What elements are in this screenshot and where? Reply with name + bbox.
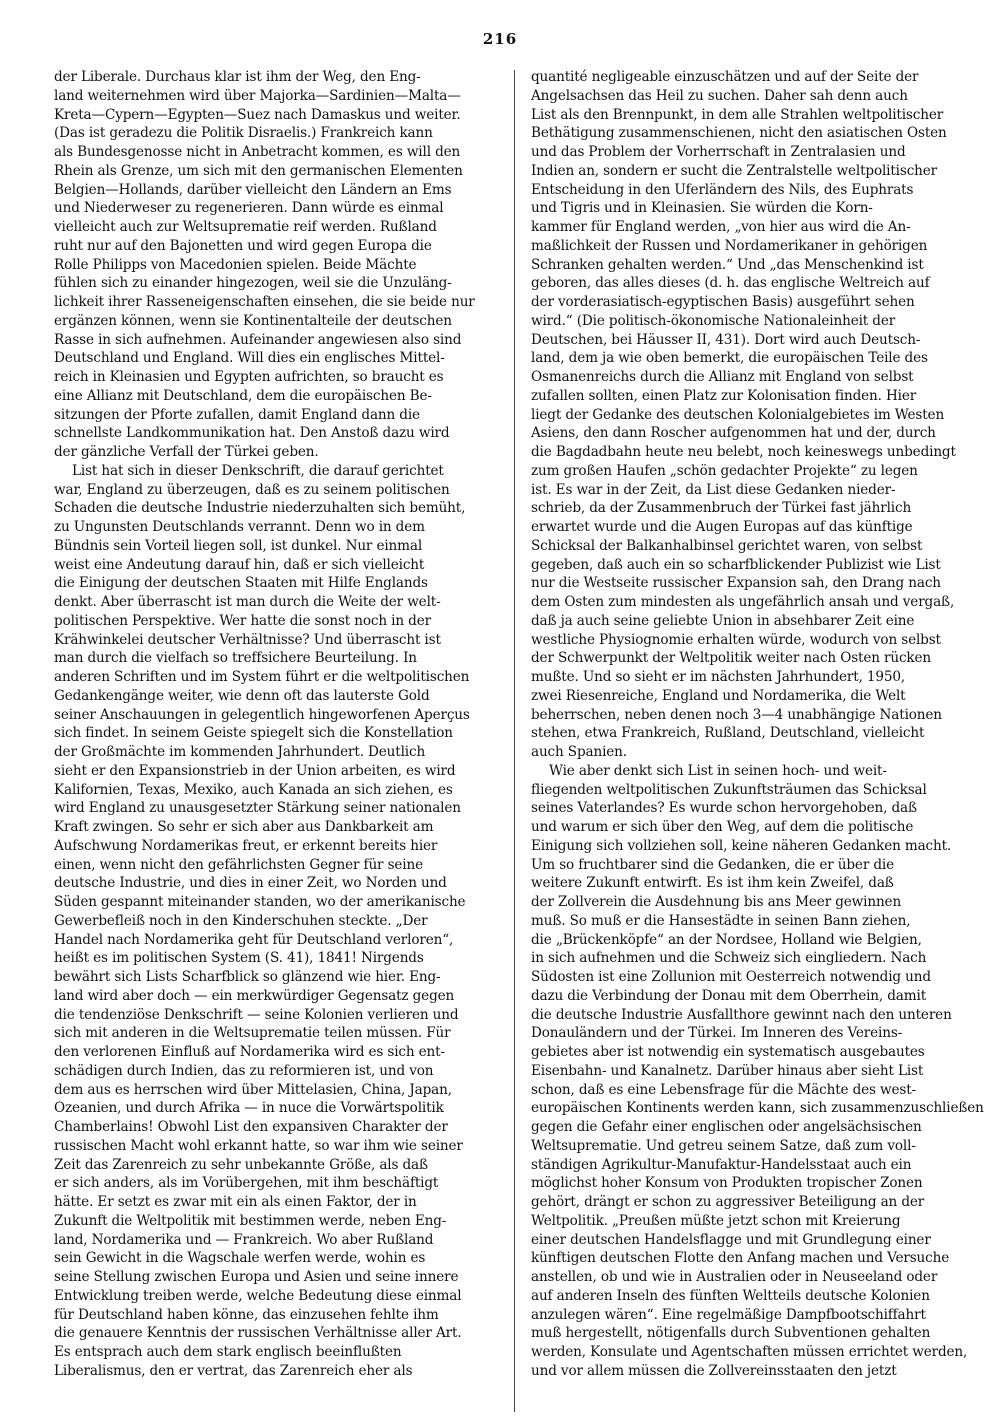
- text-line: Kraft zwingen. So sehr er sich aber aus Dankbarkeit am: [54, 819, 434, 835]
- text-line: Angelsachsen das Heil zu suchen. Daher sah denn auch: [531, 87, 908, 104]
- column-divider: [514, 70, 515, 1412]
- text-line: künftigen deutschen Flotte den Anfang machen und Versuche: [531, 1250, 950, 1267]
- text-line: land, Nordamerika und — Frankreich. Wo aber Rußland: [54, 1231, 434, 1248]
- text-line: kammer für England werden, „von hier aus wird die An-: [531, 219, 911, 235]
- text-line: gehört, drängt er schon zu aggressiver Beteiligung an der: [531, 1194, 925, 1210]
- text-line: Es entsprach auch dem stark englisch beeinflußten: [54, 1344, 402, 1360]
- text-line: erwartet wurde und die Augen Europas auf das künftige: [531, 519, 913, 535]
- text-line: Um so fruchtbarer sind die Gedanken, die er über die: [531, 856, 894, 873]
- text-line: Einigung sich vollziehen soll, keine näheren Gedanken macht.: [531, 837, 952, 854]
- text-line: politischen Perspektive. Wer hatte die sonst noch in der: [54, 612, 431, 629]
- text-line: schnellste Landkommunikation hat. Den Anstoß dazu wird: [54, 425, 450, 442]
- text-line: möglichst hoher Konsum von Produkten tropischer Zonen: [531, 1175, 923, 1192]
- text-line: europäischen Kontinents werden kann, sich zusammenzuschließen: [531, 1100, 984, 1117]
- text-line: Entwicklung treiben werde, welche Bedeutung diese einmal: [54, 1287, 462, 1304]
- text-line: man durch die vielfach so treffsichere Beurteilung. In: [54, 650, 417, 667]
- text-line: Krähwinkelei deutscher Verhältnisse? Und überrascht ist: [54, 631, 441, 648]
- text-line: wird England zu unausgesetzter Stärkung seiner nationalen: [54, 800, 461, 817]
- text-line: die „Brückenköpfe“ an der Nordsee, Holland wie Belgien,: [531, 931, 922, 948]
- text-line: Gedankengänge weiter, wie denn oft das lauterste Gold: [54, 687, 430, 704]
- text-line: Süden gespannt miteinander standen, wo der amerikanische: [54, 894, 466, 910]
- text-line: List hat sich in dieser Denkschrift, die darauf gerichtet: [72, 462, 444, 479]
- text-line: gegeben, daß auch ein so scharfblickender Publizist wie List: [531, 556, 941, 573]
- text-line: der Schwerpunkt der Weltpolitik weiter nach Osten rücken: [531, 650, 932, 667]
- text-line: Asiens, den dann Roscher aufgenommen hat und der, durch: [531, 425, 936, 442]
- text-line: Kalifornien, Texas, Mexiko, auch Kanada an sich ziehen, es: [54, 781, 453, 798]
- text-line: gebietes aber ist notwendig ein systematisch ausgebautes: [531, 1044, 925, 1060]
- text-line: beherrschen, neben denen noch 3—4 unabhängige Nationen: [531, 706, 942, 723]
- text-line: der Zollverein die Ausdehnung bis ans Meer gewinnen: [531, 894, 902, 910]
- text-line: land weiternehmen wird über Majorka—Sardinien—Malta—: [54, 87, 461, 104]
- text-line: die Einigung der deutschen Staaten mit Hilfe Englands: [54, 575, 428, 592]
- text-line: ergänzen können, wenn sie Kontinentalteile der deutschen: [54, 312, 452, 329]
- text-line: Liberalismus, den er vertrat, das Zarenreich eher als: [54, 1362, 413, 1379]
- text-line: Rhein als Grenze, um sich mit den germanischen Elementen: [54, 162, 463, 179]
- text-line: anzulegen wären“. Eine regelmäßige Dampfbootschiffahrt: [531, 1306, 926, 1323]
- text-line: sein Gewicht in die Wagschale werfen werde, wohin es: [54, 1250, 426, 1267]
- text-line: seiner Anschauungen in gelegentlich hingeworfenen Aperçus: [54, 706, 470, 723]
- text-line: sich findet. In seinem Geiste spiegelt sich die Konstellation: [54, 725, 453, 742]
- text-line: quantité negligeable einzuschätzen und auf der Seite der: [531, 69, 919, 85]
- text-line: Osmanenreichs durch die Allianz mit England von selbst: [531, 369, 914, 385]
- text-line: auf anderen Inseln des fünften Weltteils deutsche Kolonien: [531, 1287, 930, 1304]
- text-line: und das Problem der Vorherrschaft in Zentralasien und: [531, 144, 906, 160]
- text-line: weist eine Andeutung darauf hin, daß er sich vielleicht: [54, 556, 425, 573]
- text-line: Chamberlains! Obwohl List den expansiven Charakter der: [54, 1119, 448, 1135]
- text-line: ist. Es war in der Zeit, da List diese Gedanken nieder-: [531, 481, 896, 498]
- text-line: seine Stellung zwischen Europa und Asien und seine innere: [54, 1269, 459, 1285]
- text-line: sieht er den Expansionstrieb in der Union arbeiten, es wird: [54, 762, 456, 779]
- text-line: muß hergestellt, nötigenfalls durch Subventionen gehalten: [531, 1325, 931, 1342]
- text-line: Rolle Philipps von Macedonien spielen. Beide Mächte: [54, 256, 417, 273]
- text-line: ruht nur auf den Bajonetten und wird gegen Europa die: [54, 237, 432, 254]
- text-line: land, dem ja wie oben bemerkt, die europäischen Teile des: [531, 350, 928, 367]
- text-line: lichkeit ihrer Rasseneigenschaften einsehen, die sie beide nur: [54, 294, 475, 310]
- text-line: zufallen sollten, einen Platz zur Kolonisation finden. Hier: [531, 387, 917, 404]
- text-line: er sich anders, als im Vorübergehen, mit ihm beschäftigt: [54, 1175, 439, 1192]
- text-line: liegt der Gedanke des deutschen Kolonialgebietes im Westen: [531, 406, 945, 423]
- text-line: Ozeanien, und durch Afrika — in nuce die Vorwärtspolitik: [54, 1100, 444, 1117]
- text-line: Entscheidung in den Uferländern des Nils, des Euphrats: [531, 181, 914, 198]
- text-line: Gewerbefleiß noch in den Kinderschuhen steckte. „Der: [54, 912, 428, 929]
- text-line: heißt es im politischen System (S. 41), 1841! Nirgends: [54, 950, 424, 967]
- text-line: der Liberale. Durchaus klar ist ihm der Weg, den Eng-: [54, 69, 421, 85]
- text-line: Kreta—Cypern—Egypten—Suez nach Damaskus und weiter.: [54, 106, 461, 123]
- text-line: Wie aber denkt sich List in seinen hoch- und weit-: [549, 762, 887, 779]
- text-line: gegen die Gefahr einer englischen oder angelsächsischen: [531, 1119, 922, 1135]
- text-line: die genauere Kenntnis der russischen Verhältnisse aller Art.: [54, 1325, 462, 1342]
- text-line: geboren, das alles dieses (d. h. das englische Weltreich auf: [531, 275, 930, 292]
- text-line: Südosten ist eine Zollunion mit Oesterreich notwendig und: [531, 969, 931, 985]
- left-text-column: [54, 68, 519, 1413]
- text-line: Rasse in sich aufnehmen. Aufeinander angewiesen also sind: [54, 331, 462, 348]
- text-line: sich mit anderen in die Weltsuprematie teilen müssen. Für: [54, 1025, 451, 1042]
- text-line: anstellen, ob und wie in Australien oder in Neuseeland oder: [531, 1269, 938, 1285]
- text-line: schon, daß es eine Lebensfrage für die Mächte des west-: [531, 1081, 916, 1098]
- text-line: Weltsuprematie. Und getreu seinem Satze, daß zum voll-: [531, 1137, 916, 1154]
- text-line: Weltpolitik. „Preußen müßte jetzt schon mit Kreierung: [531, 1212, 901, 1229]
- text-line: Deutschen, bei Häusser II, 431). Dort wird auch Deutsch-: [531, 331, 921, 348]
- text-line: maßlichkeit der Russen und Nordamerikaner in gehörigen: [531, 237, 928, 254]
- text-line: und Niederweser zu regenerieren. Dann würde es einmal: [54, 200, 444, 217]
- text-line: schädigen durch Indien, das zu reformieren ist, und von: [54, 1062, 434, 1079]
- text-line: Belgien—Hollands, darüber vielleicht den Ländern an Ems: [54, 181, 452, 198]
- text-line: Bündnis sein Vorteil liegen soll, ist dunkel. Nur einmal: [54, 537, 423, 554]
- text-line: dazu die Verbindung der Donau mit dem Oberrhein, damit: [531, 987, 927, 1004]
- text-line: fliegenden weltpolitischen Zukunftsträumen das Schicksal: [531, 781, 927, 798]
- text-line: war, England zu überzeugen, daß es zu seinem politischen: [54, 481, 450, 498]
- text-line: für Deutschland haben könne, das einzusehen fehlte ihm: [54, 1306, 439, 1323]
- text-line: Donauländern und der Türkei. Im Inneren des Vereins-: [531, 1025, 903, 1042]
- text-line: land wird aber doch — ein merkwürdiger Gegensatz gegen: [54, 987, 455, 1004]
- text-line: stehen, etwa Frankreich, Rußland, Deutschland, vielleicht: [531, 725, 925, 742]
- text-line: Zeit das Zarenreich zu sehr unbekannte Größe, als daß: [54, 1156, 428, 1173]
- text-line: und vor allem müssen die Zollvereinsstaaten den jetzt: [531, 1362, 897, 1379]
- text-line: nur die Westseite russischer Expansion sah, den Drang nach: [531, 575, 941, 592]
- text-line: Schranken gehalten werden.“ Und „das Menschenkind ist: [531, 256, 924, 273]
- text-line: reich in Kleinasien und Egypten aufrichten, so braucht es: [54, 369, 444, 385]
- text-line: als Bundesgenosse nicht in Anbetracht kommen, es will den: [54, 144, 461, 160]
- text-line: hätte. Er setzt es zwar mit ein als einen Faktor, der in: [54, 1194, 417, 1210]
- text-line: anderen Schriften und im System führt er die weltpolitischen: [54, 669, 470, 685]
- text-line: zum großen Haufen „schön gedachter Projekte“ zu legen: [531, 462, 918, 479]
- text-line: und Tigris und in Kleinasien. Sie würden die Korn-: [531, 200, 873, 217]
- text-line: schrieb, da der Zusammenbruch der Türkei fast jährlich: [531, 500, 912, 517]
- text-line: zwei Riesenreiche, England und Nordamerika, die Welt: [531, 687, 906, 704]
- text-line: westliche Physiognomie erhalten würde, wodurch von selbst: [531, 631, 941, 648]
- text-line: Schaden die deutsche Industrie niederzuhalten sich bemüht,: [54, 500, 466, 517]
- text-line: Bethätigung zusammenschienen, nicht den asiatischen Osten: [531, 125, 947, 142]
- text-line: Zukunft die Weltpolitik mit bestimmen werde, neben Eng-: [54, 1212, 447, 1229]
- right-text-column: [531, 68, 996, 1413]
- text-line: muß. So muß er die Hansestädte in seinen Bann ziehen,: [531, 912, 911, 929]
- text-line: russischen Macht wohl erkannt hatte, so war ihm wie seiner: [54, 1137, 463, 1154]
- text-line: Indien an, sondern er sucht die Zentralstelle weltpolitischer: [531, 162, 938, 179]
- text-line: eine Allianz mit Deutschland, dem die europäischen Be-: [54, 387, 432, 404]
- text-line: einen, wenn nicht den gefährlichsten Gegner für seine: [54, 856, 423, 873]
- text-line: seines Vaterlandes? Es wurde schon hervorgehoben, daß: [531, 800, 917, 817]
- text-line: Handel nach Nordamerika geht für Deutschland verloren“,: [54, 931, 454, 948]
- text-line: sitzungen der Pforte zufallen, damit England dann die: [54, 406, 420, 423]
- text-line: Schicksal der Balkanhalbinsel gerichtet waren, von selbst: [531, 537, 923, 554]
- text-line: in sich aufnehmen und die Schweiz sich eingliedern. Nach: [531, 950, 927, 967]
- text-line: auch Spanien.: [531, 744, 627, 760]
- text-line: der vorderasiatisch-egyptischen Basis) ausgeführt sehen: [531, 294, 915, 310]
- text-line: und warum er sich über den Weg, auf dem die politische: [531, 819, 914, 835]
- text-line: ständigen Agrikultur-Manufaktur-Handelsstaat auch ein: [531, 1156, 912, 1173]
- text-line: Eisenbahn- und Kanalnetz. Darüber hinaus aber sieht List: [531, 1062, 924, 1079]
- text-line: bewährt sich Lists Scharfblick so glänzend wie hier. Eng-: [54, 969, 441, 985]
- text-line: Aufschwung Nordamerikas freut, er erkennt bereits hier: [54, 837, 438, 854]
- text-line: die deutsche Industrie Ausfallthore gewinnt nach den unteren: [531, 1006, 952, 1023]
- text-line: fühlen sich zu einander hingezogen, weil sie die Unzuläng-: [54, 275, 452, 292]
- text-line: wird.“ (Die politisch-ökonomische Nationaleinheit der: [531, 312, 896, 329]
- text-line: weitere Zukunft entwirft. Es ist ihm kein Zweifel, daß: [531, 875, 894, 892]
- text-line: Deutschland und England. Will dies ein englisches Mittel-: [54, 350, 445, 367]
- text-line: daß ja auch seine geliebte Union in absehbarer Zeit eine: [531, 612, 915, 629]
- text-line: die Bagdadbahn heute neu belebt, noch keineswegs unbedingt: [531, 444, 956, 460]
- text-line: zu Ungunsten Deutschlands verrannt. Denn wo in dem: [54, 519, 425, 535]
- text-line: die tendenziöse Denkschrift — seine Kolonien verlieren und: [54, 1006, 459, 1023]
- text-line: werden, Konsulate und Agentschaften müssen errichtet werden,: [531, 1344, 968, 1360]
- text-line: vielleicht auch zur Weltsuprematie reif werden. Rußland: [54, 219, 437, 235]
- text-line: List als den Brennpunkt, in dem alle Strahlen weltpolitischer: [531, 106, 944, 123]
- text-line: dem Osten zum mindesten als ungefährlich ansah und vergaß,: [531, 594, 955, 610]
- text-line: denkt. Aber überrascht ist man durch die Weite der welt-: [54, 594, 441, 610]
- page-number: 216: [482, 30, 518, 48]
- text-line: den verlorenen Einfluß auf Nordamerika wird es sich ent-: [54, 1044, 445, 1060]
- text-line: deutsche Industrie, und dies in einer Zeit, wo Norden und: [54, 875, 447, 892]
- text-line: (Das ist geradezu die Politik Disraelis.) Frankreich kann: [54, 125, 433, 142]
- text-line: dem aus es herrschen wird über Mittelasien, China, Japan,: [54, 1081, 452, 1098]
- text-line: einer deutschen Handelsflagge und mit Grundlegung einer: [531, 1231, 931, 1248]
- text-line: der Großmächte im kommenden Jahrhundert. Deutlich: [54, 744, 426, 760]
- text-line: mußte. Und so sieht er im nächsten Jahrhundert, 1950,: [531, 669, 906, 685]
- text-line: der gänzliche Verfall der Türkei geben.: [54, 444, 319, 460]
